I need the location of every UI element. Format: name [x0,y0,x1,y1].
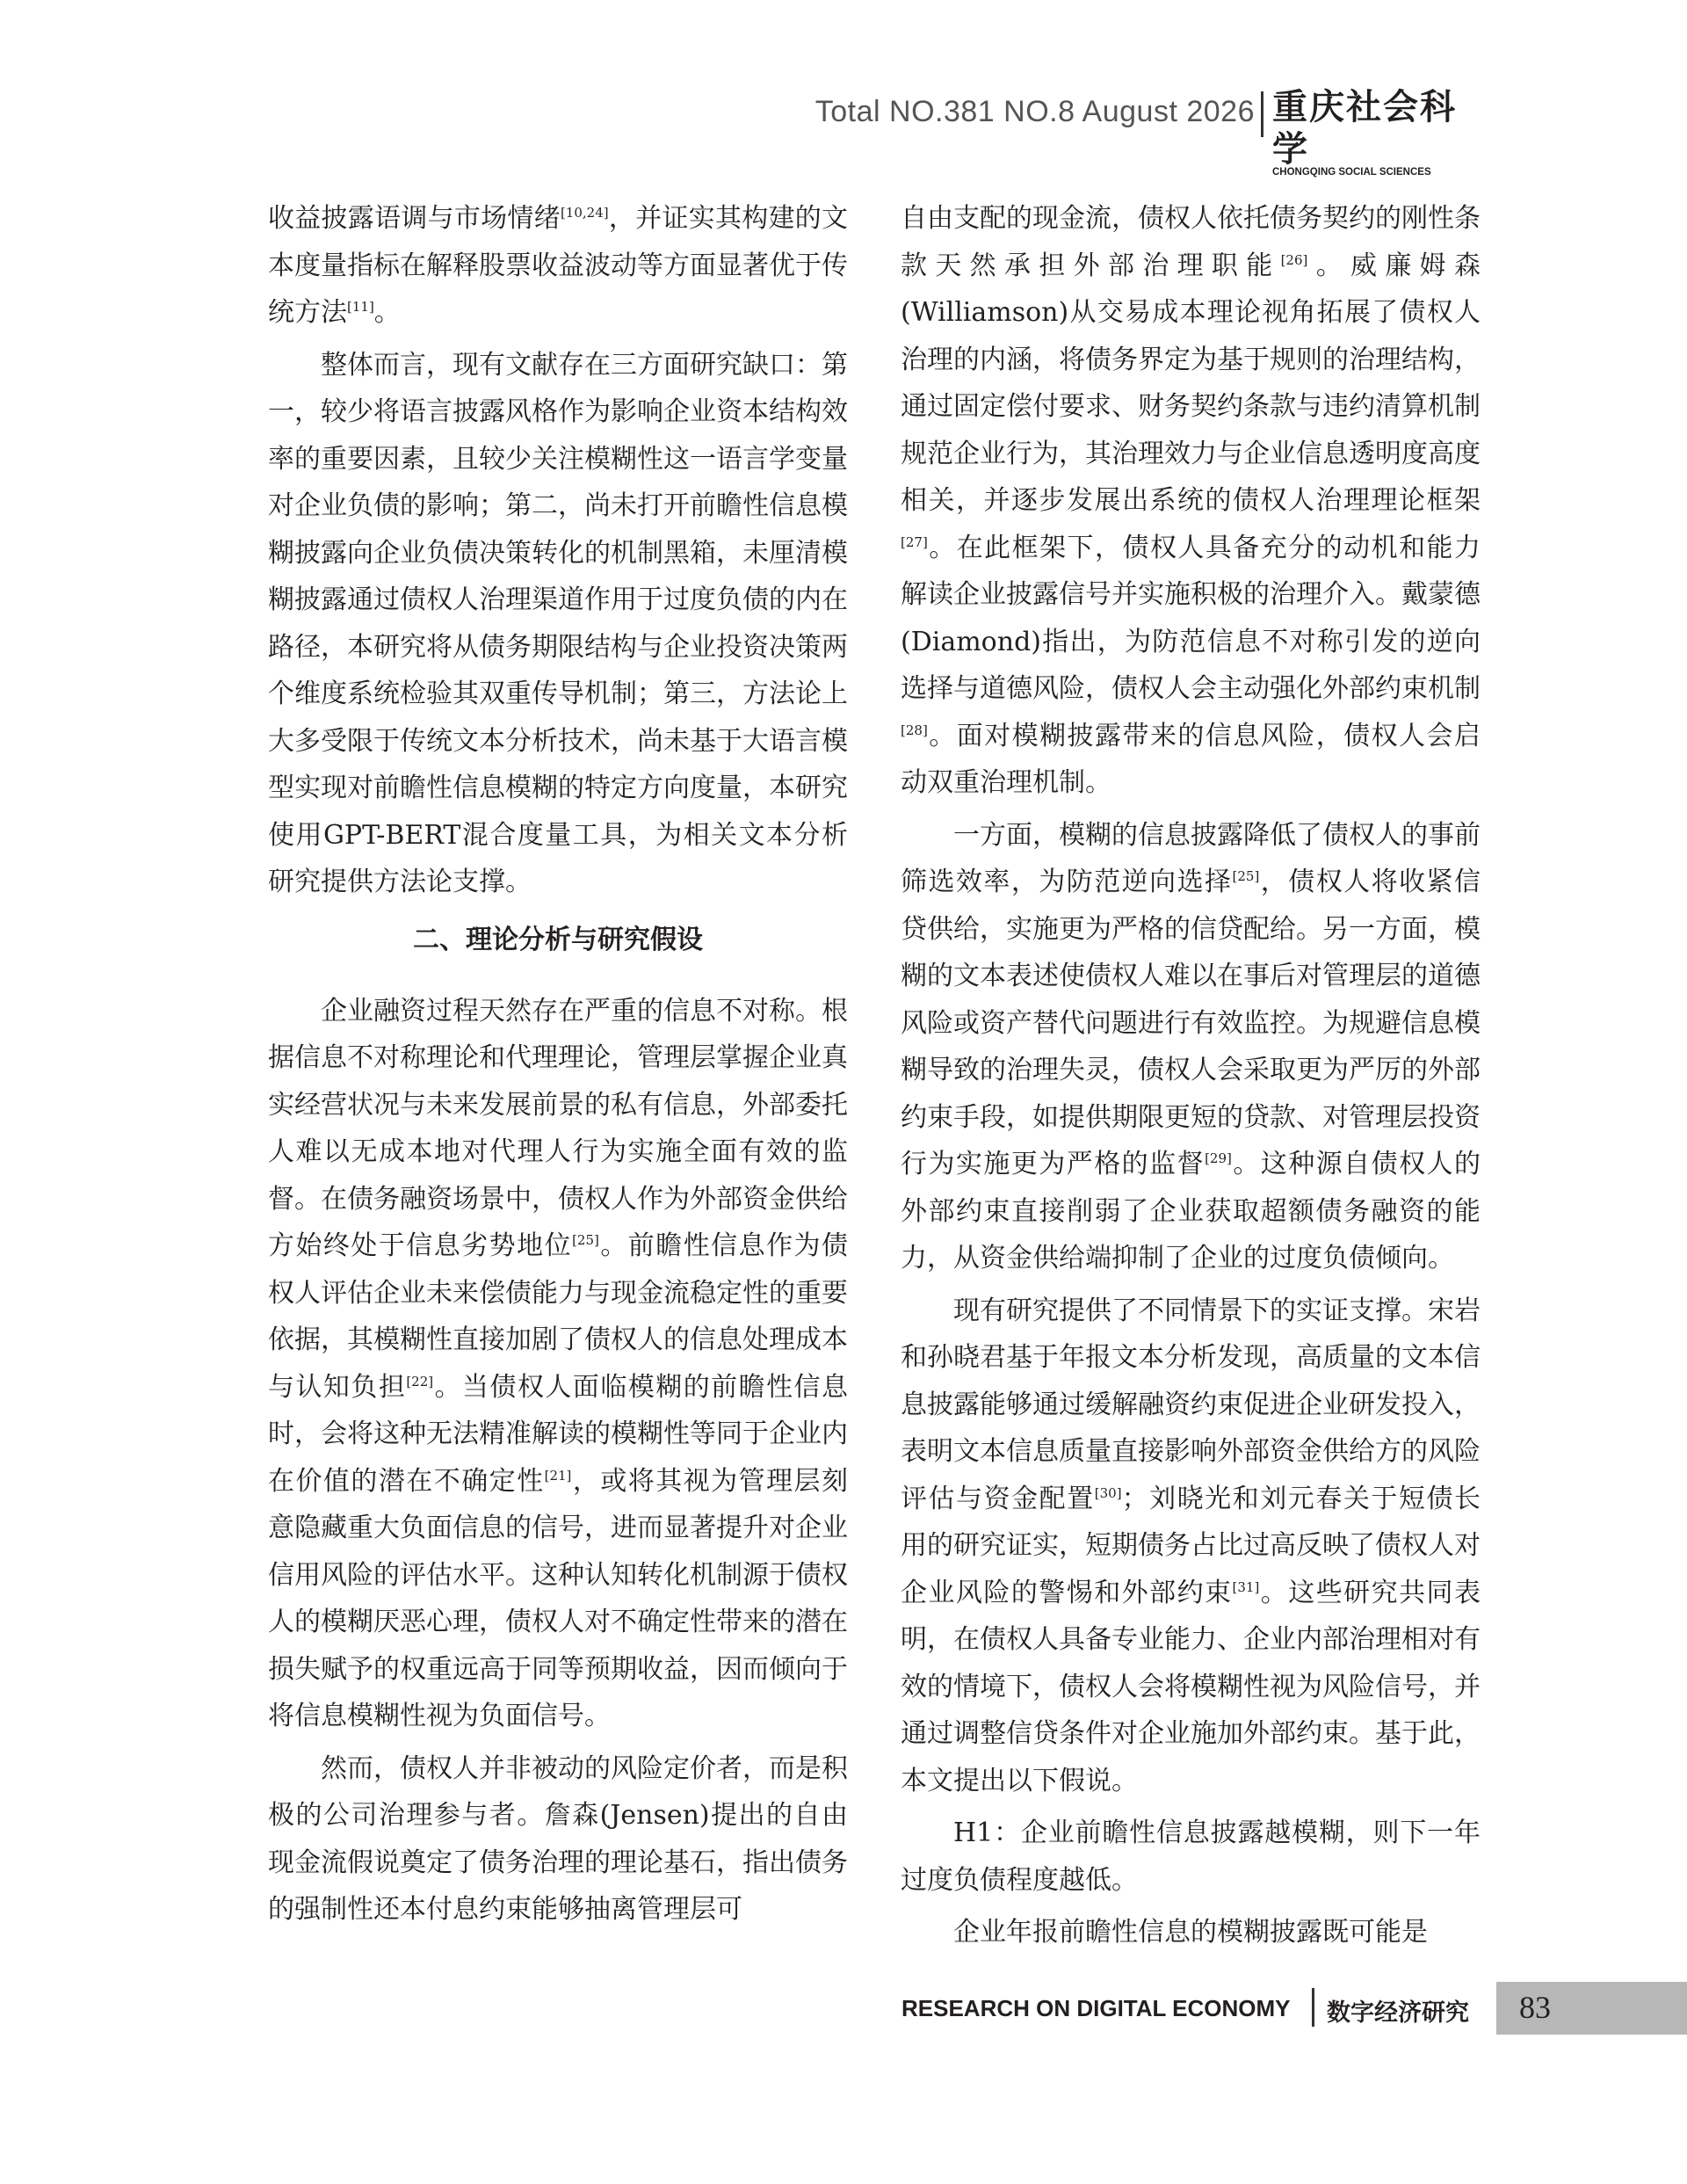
paragraph: 企业融资过程天然存在严重的信息不对称。根据信息不对称理论和代理理论，管理层掌握企业真实经营状况与未来发展前景的私有信息，外部委托人难以无成本地对代理人行为实施全面有效的监督。在债务融资场景中，债权人作为外部资金供给方始终处于信息劣势地位[25]。前瞻性信息作为债权人评估企业未来偿债能力与现金流稳定性的重要依据，其模糊性直接加剧了债权人的信息处理成本与认知负担[22]。当债权人面临模糊的前瞻性信息时，会将这种无法精准解读的模糊性等同于企业内在价值的潜在不确定性[21]，或将其视为管理层刻意隐藏重大负面信息的信号，进而显著提升对企业信用风险的评估水平。这种认知转化机制源于债权人的模糊厌恶心理，债权人对不确定性带来的潜在损失赋予的权重远高于同等预期收益，因而倾向于将信息模糊性视为负面信号。 [268,995,849,1731]
header-divider [1261,91,1263,137]
paragraph: 收益披露语调与市场情绪[10,24]，并证实其构建的文本度量指标在解释股票收益波动等方面显著优于传统方法[11]。 [268,203,849,328]
footer-journal-cn: 数字经济研究 [1327,1999,1469,2027]
citation: [26] [1280,251,1308,268]
paragraph: 自由支配的现金流，债权人依托债务契约的刚性条款天然承担外部治理职能[26]。威廉姆森(Williamson)从交易成本理论视角拓展了债权人治理的内涵，将债务界定为基于规则的治理结构，通过固定偿付要求、财务契约条款与违约清算机制规范企业行为，其治理效力与企业信息透明度高度相关，并逐步发展出系统的债权人治理理论框架[27]。在此框架下，债权人具备充分的动机和能力解读企业披露信号并实施积极的治理介入。戴蒙德(Diamond)指出，为防范信息不对称引发的逆向选择与道德风险，债权人会主动强化外部约束机制[28]。面对模糊披露带来的信息风险，债权人会启动双重治理机制。 [901,203,1481,798]
section-heading: 二、理论分析与研究假设 [413,924,703,955]
page-number-box [1496,1982,1687,2035]
citation: [25] [1232,868,1260,884]
paragraph: 整体而言，现有文献存在三方面研究缺口：第一，较少将语言披露风格作为影响企业资本结构效率的重要因素，且较少关注模糊性这一语言学变量对企业负债的影响；第二，尚未打开前瞻性信息模糊披露向企业负债决策转化的机制黑箱，未厘清模糊披露通过债权人治理渠道作用于过度负债的内在路径，本研究将从债务期限结构与企业投资决策两个维度系统检验其双重传导机制；第三，方法论上大多受限于传统文本分析技术，尚未基于大语言模型实现对前瞻性信息模糊的特定方向度量，本研究使用GPT-BERT混合度量工具，为相关文本分析研究提供方法论支撑。 [268,349,848,897]
citation: [21] [544,1467,572,1484]
citation: [31] [1232,1578,1260,1595]
paragraph: 一方面，模糊的信息披露降低了债权人的事前筛选效率，为防范逆向选择[25]，债权人将收紧信贷供给，实施更为严格的信贷配给。另一方面，模糊的文本表述使债权人难以在事后对管理层的道德风险或资产替代问题进行有效监控。为规避信息模糊导致的治理失灵，债权人会采取更为严厉的外部约束手段，如提供期限更短的贷款、对管理层投资行为实施更为严格的监督[29]。这种源自债权人的外部约束直接削弱了企业获取超额债务融资的能力，从资金供给端抑制了企业的过度负债倾向。 [901,819,1481,1273]
citation: [27] [901,533,928,550]
footer-journal-en: RESEARCH ON DIGITAL ECONOMY [901,1995,1291,2021]
left-column [268,195,848,1939]
journal-title-en: CHONGQING SOCIAL SCIENCES [1272,167,1431,178]
citation: [28] [901,722,928,738]
hypothesis: H1：企业前瞻性信息披露越模糊，则下一年过度负债程度越低。 [901,1818,1481,1896]
page-number: 83 [1519,1990,1551,2025]
paragraph: 现有研究提供了不同情景下的实证支撑。宋岩和孙晓君基于年报文本分析发现，高质量的文本信息披露能够通过缓解融资约束促进企业研发投入，表明文本信息质量直接影响外部资金供给方的风险评估与资金配置[30]；刘晓光和刘元春关于短债长用的研究证实，短期债务占比过高反映了债权人对企业风险的警惕和外部约束[31]。这些研究共同表明，在债权人具备专业能力、企业内部治理相对有效的情境下，债权人会将模糊性视为风险信号，并通过调整信贷条件对企业施加外部约束。基于此，本文提出以下假说。 [901,1295,1481,1796]
journal-logo [1272,86,1492,178]
citation: [10,24] [560,205,609,221]
footer-divider [1312,1988,1314,2027]
citation: [25] [572,1232,599,1248]
journal-title-cn: 重庆社会科学 [1272,86,1457,170]
paragraph: 企业年报前瞻性信息的模糊披露既可能是 [953,1917,1428,1948]
right-column [901,195,1481,1962]
paragraph: 然而，债权人并非被动的风险定价者，而是积极的公司治理参与者。詹森(Jensen)提出的自由现金流假说奠定了债务治理的理论基石，指出债务的强制性还本付息约束能够抽离管理层可 [268,1752,848,1925]
citation: [30] [1094,1484,1122,1501]
issue-info: Total NO.381 NO.8 August 2026 [815,95,1255,128]
citation: [11] [347,299,374,315]
citation: [22] [406,1373,434,1389]
citation: [29] [1205,1150,1232,1166]
